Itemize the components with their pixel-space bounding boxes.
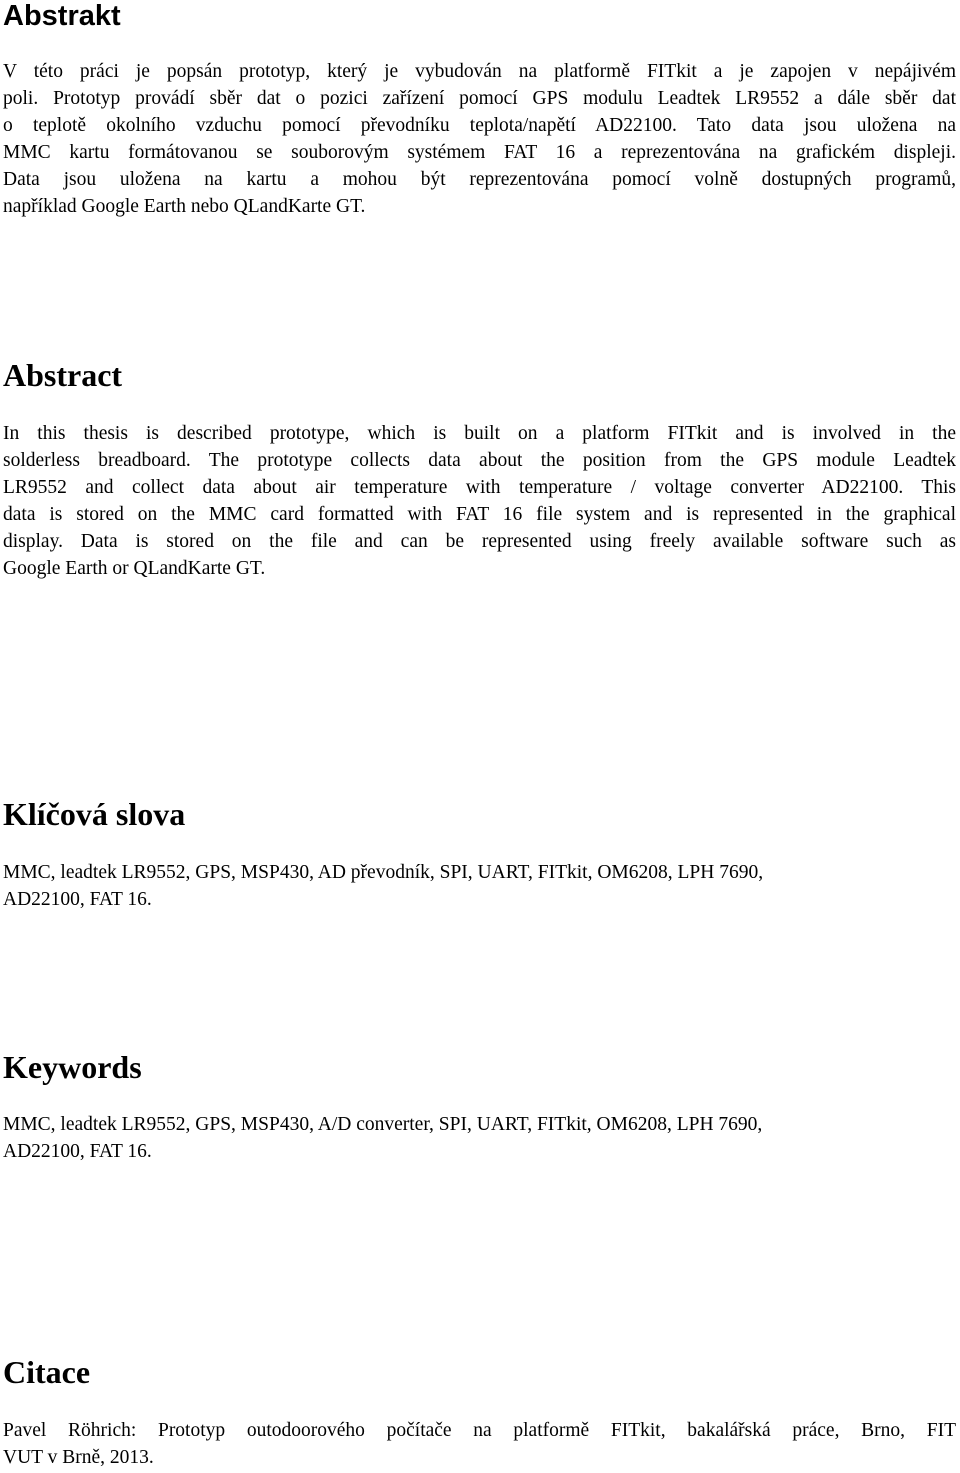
paragraph-keywords: [3, 1111, 956, 1165]
text-line: In this thesis is described prototype, which is built on a platform FITkit and is involved in the: [3, 423, 956, 444]
paragraph-klicova-slova: [3, 859, 956, 913]
text-line: MMC, leadtek LR9552, GPS, MSP430, AD převodník, SPI, UART, FITkit, OM6208, LPH 7690,: [3, 862, 764, 883]
text-line: display. Data is stored on the file and can be represented using freely available software such as: [3, 531, 956, 552]
paragraph-abstrakt: [3, 58, 956, 220]
text-line: AD22100, FAT 16.: [3, 1141, 152, 1162]
heading-klicova-slova: Klíčová slova: [3, 796, 186, 832]
text-line: AD22100, FAT 16.: [3, 889, 152, 910]
text-line: MMC kartu formátovanou se souborovým systémem FAT 16 a reprezentována na grafickém displeji.: [3, 142, 956, 163]
text-line: Pavel Röhrich: Prototyp outodoorového počítače na platformě FITkit, bakalářská práce, Brno, FIT: [3, 1420, 956, 1441]
text-line: Data jsou uložena na kartu a mohou být reprezentována pomocí volně dostupných programů,: [3, 169, 956, 190]
text-line: například Google Earth nebo QLandKarte GT.: [3, 196, 366, 217]
heading-citace: Citace: [3, 1354, 91, 1390]
text-line: LR9552 and collect data about air temperature with temperature / voltage converter AD22100. This: [3, 477, 956, 498]
text-line: o teplotě okolního vzduchu pomocí převodníku teplota/napětí AD22100. Tato data jsou uložena na: [3, 115, 956, 136]
text-line: data is stored on the MMC card formatted with FAT 16 file system and is represented in the graphical: [3, 504, 956, 525]
text-line: Google Earth or QLandKarte GT.: [3, 558, 266, 579]
text-line: VUT v Brně, 2013.: [3, 1447, 154, 1468]
paragraph-abstract: [3, 420, 956, 582]
text-line: V této práci je popsán prototyp, který je vybudován na platformě FITkit a je zapojen v nepájivém: [3, 61, 956, 82]
heading-keywords: Keywords: [3, 1049, 142, 1085]
heading-abstrakt: Abstrakt: [3, 0, 121, 32]
text-line: solderless breadboard. The prototype collects data about the position from the GPS module Leadtek: [3, 450, 956, 471]
heading-abstract: Abstract: [3, 357, 123, 393]
text-line: poli. Prototyp provádí sběr dat o pozici zařízení pomocí GPS modulu Leadtek LR9552 a dále sběr dat: [3, 88, 956, 109]
text-line: MMC, leadtek LR9552, GPS, MSP430, A/D converter, SPI, UART, FITkit, OM6208, LPH 7690,: [3, 1114, 763, 1135]
paragraph-citace: [3, 1417, 956, 1471]
